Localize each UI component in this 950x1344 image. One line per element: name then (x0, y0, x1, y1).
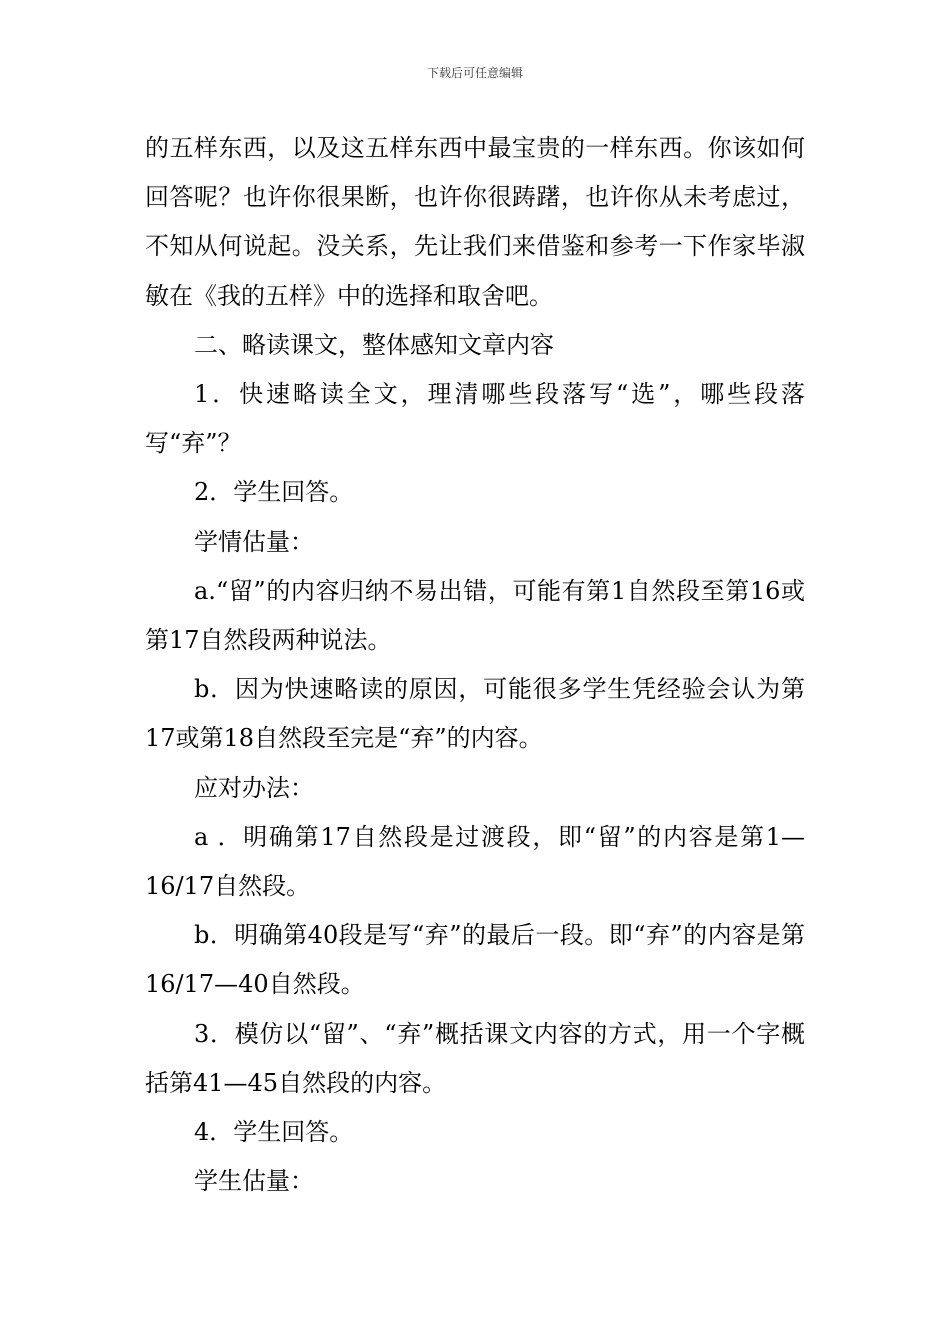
paragraph: a ．明确第17自然段是过渡段，即“留”的内容是第1—16/17自然段。 (145, 822, 805, 901)
paragraph: 学情估量： (194, 527, 314, 556)
paragraph: 2．学生回答。 (194, 478, 354, 507)
paragraph: b．明确第40段是写“弃”的最后一段。即“弃”的内容是第16/17—40自然段。 (145, 921, 805, 999)
paragraph: 3．模仿以“留”、“弃”概括课文内容的方式，用一个字概括第41—45自然段的内容。 (145, 1019, 805, 1097)
paragraph-continuation: 的五样东西，以及这五样东西中最宝贵的一样东西。你该如何回答呢？也许你很果断，也许你很踌躇，也许你从未考虑过，不知从何说起。没关系，先让我们来借鉴和参考一下作家毕淑敏在《我的五样》中的选择和取舍吧。 (145, 134, 805, 310)
paragraph: a.“留”的内容归纳不易出错，可能有第1自然段至第16或第17自然段两种说法。 (145, 576, 805, 655)
paragraph: 学生估量： (194, 1167, 314, 1196)
paragraph: 1．快速略读全文，理清哪些段落写“选”，哪些段落写“弃”？ (145, 380, 805, 458)
paragraph: 4．学生回答。 (194, 1118, 354, 1147)
page-header: 下载后可任意编辑 (426, 66, 523, 80)
section-heading: 二、略读课文，整体感知文章内容 (194, 330, 554, 359)
paragraph: b．因为快速略读的原因，可能很多学生凭经验会认为第17或第18自然段至完是“弃”的内容。 (145, 675, 805, 753)
document-body (145, 124, 805, 1206)
paragraph: 应对办法： (194, 773, 314, 802)
